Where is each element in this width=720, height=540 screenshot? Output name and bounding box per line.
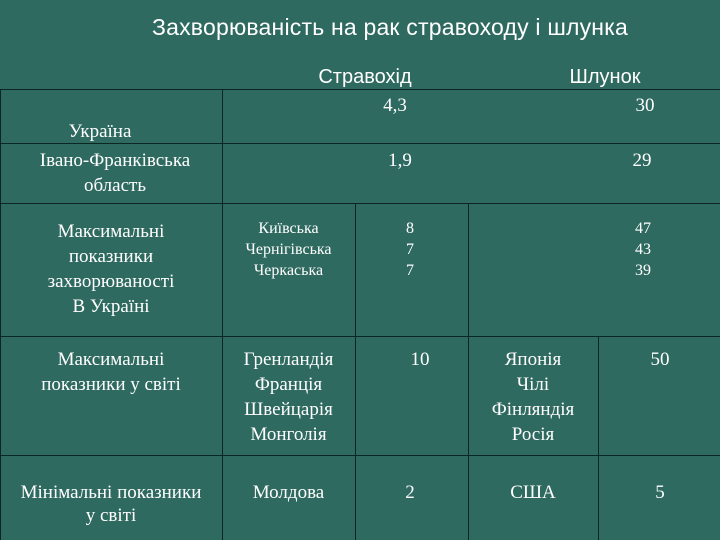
region-cherkasy: Черкаська <box>253 262 324 279</box>
esophagus-chernihiv: 7 <box>406 241 414 258</box>
esophagus-kyiv: 8 <box>406 220 414 237</box>
row-divider-3 <box>0 336 720 337</box>
row-max-ua-label-line2: показники <box>68 246 154 267</box>
row-divider-4 <box>0 455 720 456</box>
header-stomach: Шлунок <box>569 66 641 88</box>
esophagus-cherkasy: 7 <box>406 262 414 279</box>
row-min-world-esophagus: 2 <box>405 482 415 503</box>
row-divider-2 <box>0 203 720 204</box>
row-ivano-esophagus: 1,9 <box>388 150 412 171</box>
row-max-world-stomach: 50 <box>650 349 670 370</box>
row-max-world-esophagus: 10 <box>410 349 430 370</box>
table-top-border <box>0 89 720 90</box>
row-min-world-stomach: 5 <box>655 482 665 503</box>
stomach-cherkasy: 39 <box>635 262 651 279</box>
country-usa: США <box>510 482 556 503</box>
row-max-world-label-line2: показники у світі <box>41 374 181 395</box>
country-mongolia: Монголія <box>250 424 327 445</box>
row-ukraine-stomach: 30 <box>635 95 655 116</box>
row-ivano-stomach: 29 <box>632 150 652 171</box>
row-ivano-label-line1: Івано-Франківська <box>39 150 191 171</box>
stomach-chernihiv: 43 <box>635 241 651 258</box>
label-column-divider <box>222 89 223 540</box>
country-switzerland: Швейцарія <box>244 399 333 420</box>
country-finland: Фінляндія <box>491 399 575 420</box>
row-ivano-label-line2: область <box>83 175 146 196</box>
region-kyiv: Київська <box>258 220 319 237</box>
country-moldova: Молдова <box>252 482 325 503</box>
row-min-world-label-line1: Мінімальні показники <box>20 482 202 503</box>
row-ukraine-label: Україна <box>68 121 132 142</box>
slide-title: Захворюваність на рак стравоходу і шлунка <box>152 14 628 40</box>
row-max-ua-label-line1: Максимальні <box>57 221 165 242</box>
row-min-world-label-line2: у світі <box>85 505 137 526</box>
country-russia: Росія <box>511 424 555 445</box>
region-chernihiv: Чернігівська <box>245 241 332 258</box>
country-chile: Чілі <box>516 374 550 395</box>
stomach-country-divider <box>598 336 599 540</box>
header-esophagus: Стравохід <box>318 66 412 88</box>
row-ukraine-esophagus: 4,3 <box>383 95 407 116</box>
country-france: Франція <box>254 374 323 395</box>
esophagus-country-divider <box>355 203 356 540</box>
stomach-kyiv: 47 <box>635 220 651 237</box>
country-japan: Японія <box>504 349 562 370</box>
row-max-ua-label-line3: захворюваності <box>47 271 175 292</box>
country-greenland: Гренландія <box>243 349 334 370</box>
row-max-ua-label-line4: В Україні <box>72 296 150 317</box>
row-max-world-label-line1: Максимальні <box>57 349 165 370</box>
